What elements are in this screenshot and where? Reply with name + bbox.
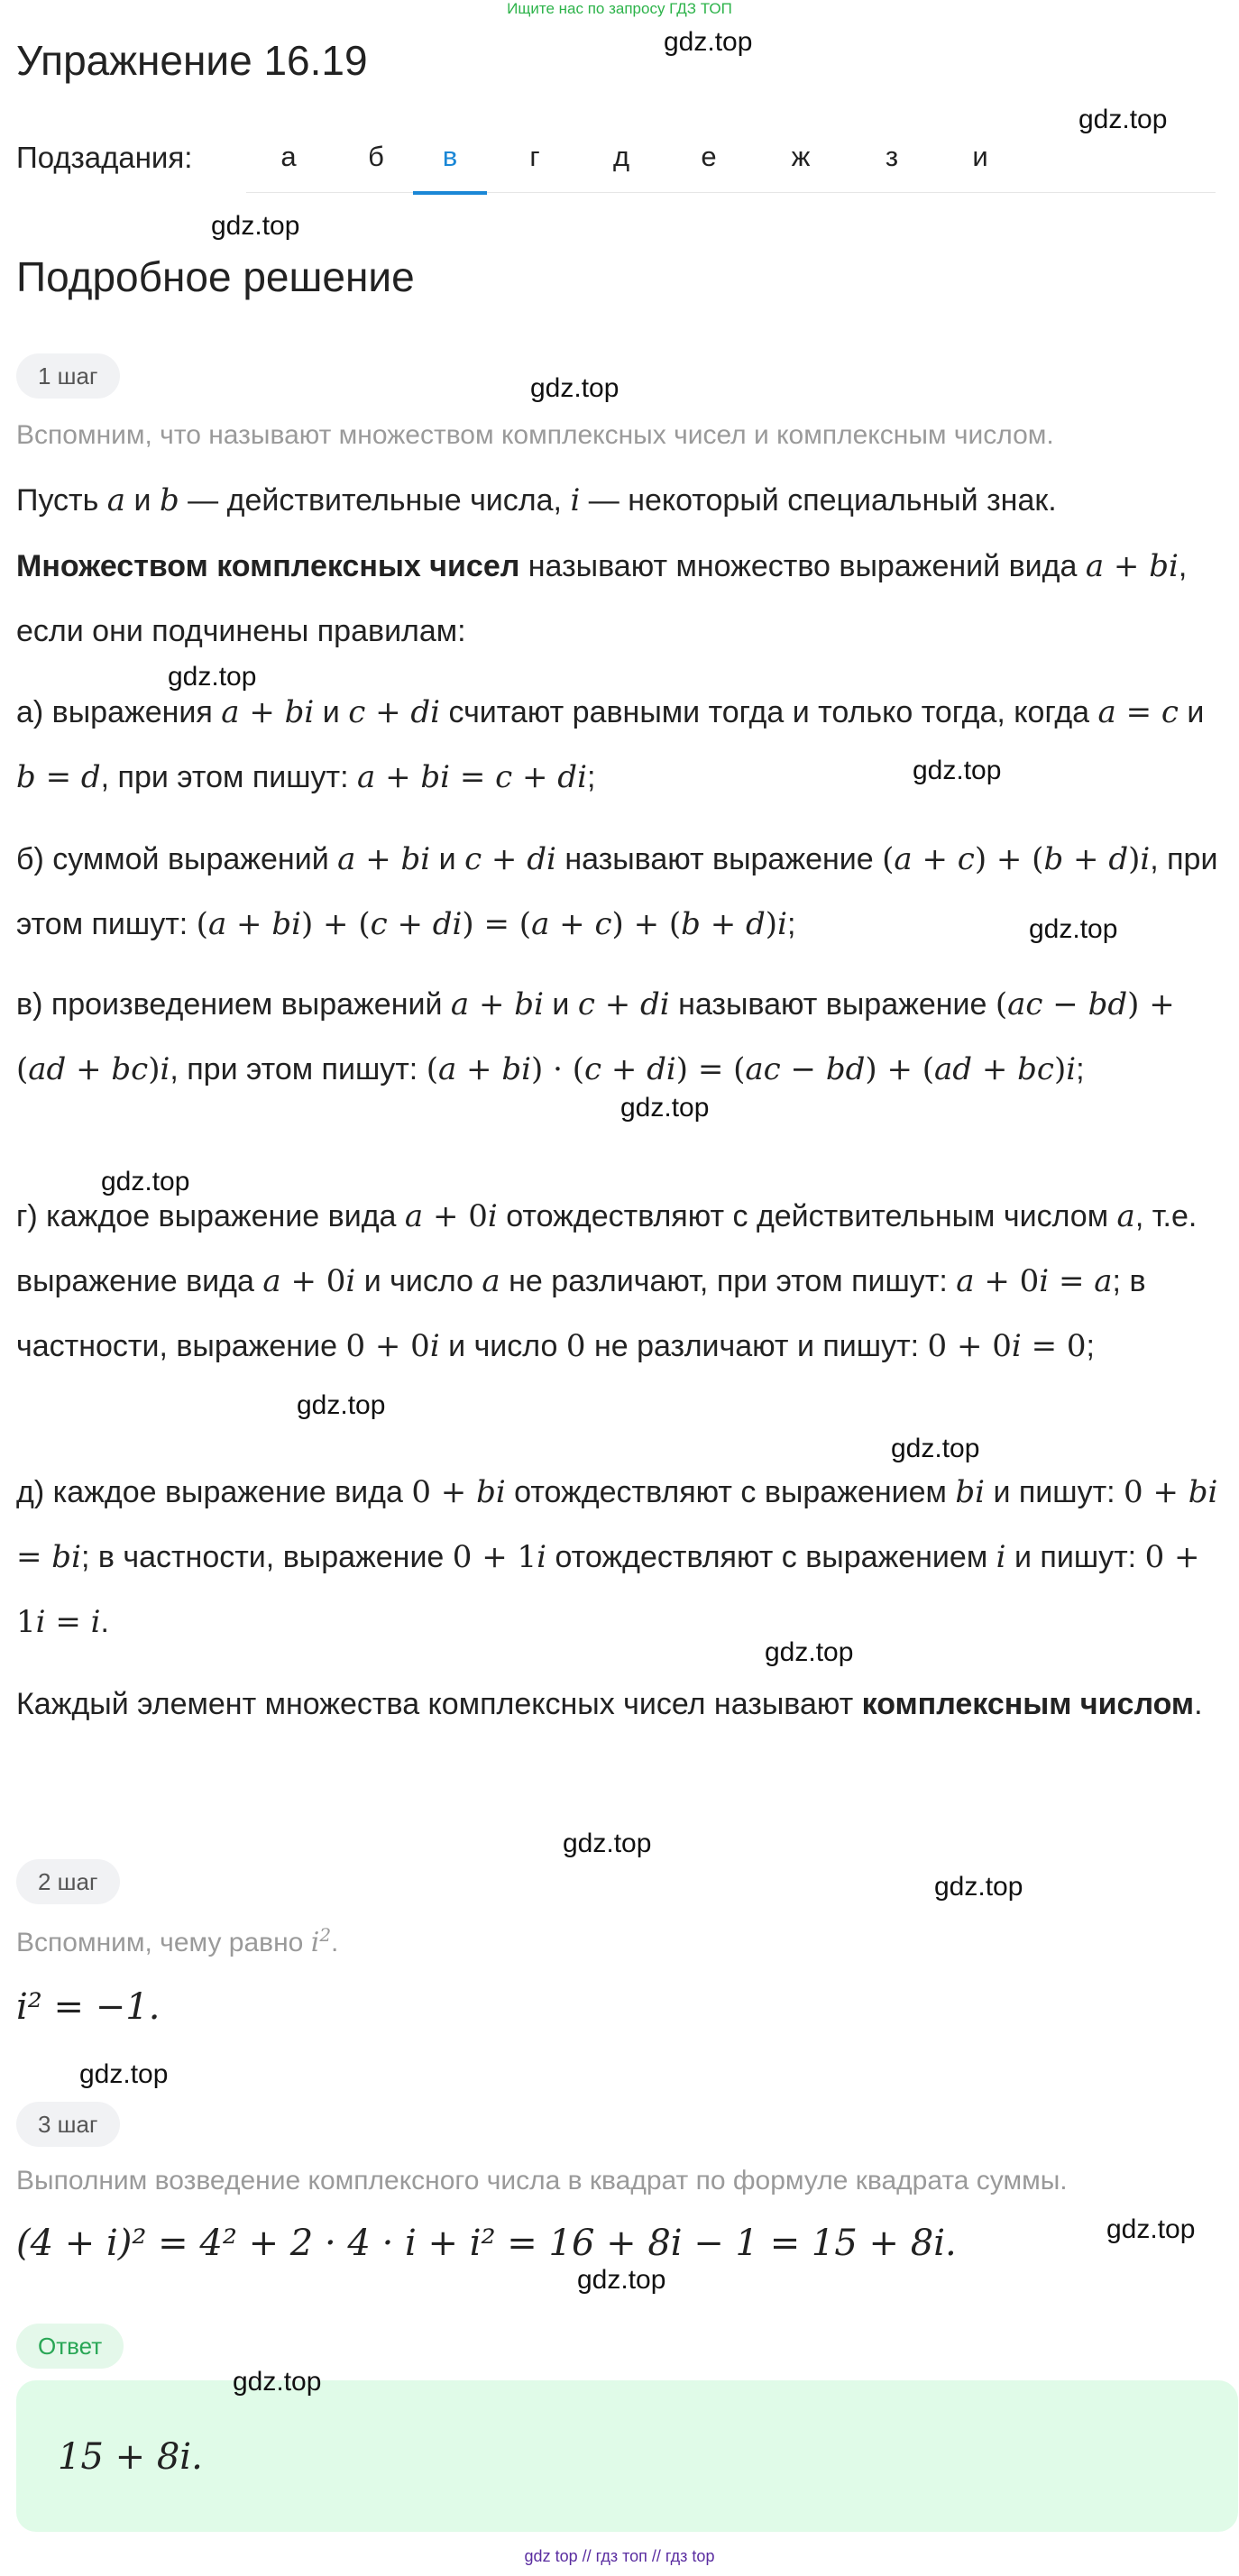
top-ad-banner[interactable]: Ищите нас по запросу ГДЗ ТОП [507, 0, 732, 17]
answer-box [16, 2380, 1238, 2532]
watermark: gdz.top [563, 1829, 652, 1858]
watermark: gdz.top [577, 2265, 666, 2295]
watermark: gdz.top [211, 211, 300, 241]
watermark: gdz.top [79, 2059, 169, 2089]
rule-c: в) произведением выражений a + bi и c + di называют выражение (ac − bd) + (ad + bc)i, при этом пишут: (a + bi) · (c + di) = (ac − bd) + (ad + bc)i; [16, 986, 1175, 1087]
tab-d[interactable]: д [612, 141, 630, 172]
watermark: gdz.top [891, 1434, 980, 1463]
tab-e[interactable]: е [701, 141, 717, 172]
tab-g[interactable]: г [529, 141, 540, 172]
footer-links[interactable]: gdz top // гдз топ // гдз top [524, 2547, 715, 2565]
subtasks-label: Подзадания: [16, 141, 193, 174]
answer-value: 15 + 8i. [58, 2436, 203, 2478]
tab-zh[interactable]: ж [791, 141, 811, 172]
watermark: gdz.top [168, 662, 257, 692]
complex-number-definition: Каждый элемент множества комплексных чисел называют комплексным числом. [16, 1687, 1203, 1721]
rule-d: г) каждое выражение вида a + 0i отождествляют с действительным числом a, т.е. выражение вида a + 0i и число a не различают, при этом пишут: a + 0i = a; в частности, выражение 0 + 0i и число 0 не различают и пишут: 0 + 0i = 0; [16, 1198, 1198, 1364]
rule-e: д) каждое выражение вида 0 + bi отождествляют с выражением bi и пишут: 0 + bi = bi; в частности, выражение 0 + 1i отождествляют с выражением i и пишут: 0 + 1i = i. [16, 1474, 1218, 1640]
definition-text: Множеством комплексных чисел называют множество выражений вида a + bi, если они подчинены правилам: [16, 548, 1188, 648]
step-1-chip: 1 шаг [16, 353, 120, 399]
watermark: gdz.top [664, 27, 753, 57]
watermark: gdz.top [101, 1167, 190, 1196]
step-3-hint: Выполним возведение комплексного числа в квадрат по формуле квадрата суммы. [16, 2166, 1068, 2196]
step-2-chip: 2 шаг [16, 1859, 120, 1904]
step-3-chip: 3 шаг [16, 2102, 120, 2147]
subtasks-bar [16, 135, 1216, 193]
watermark: gdz.top [1078, 105, 1168, 134]
step-3-equation: (4 + i)² = 4² + 2 · 4 · i + i² = 16 + 8i − 1 = 15 + 8i. [16, 2223, 957, 2264]
watermark: gdz.top [765, 1637, 854, 1667]
watermark: gdz.top [620, 1093, 710, 1123]
watermark: gdz.top [297, 1390, 386, 1420]
step-2-hint: Вспомним, чему равно $i^2$. [16, 1924, 339, 1958]
step-2-equation: i² = −1. [16, 1986, 161, 2028]
tab-a[interactable]: а [280, 141, 297, 172]
watermark: gdz.top [913, 756, 1002, 785]
subtasks-divider [246, 192, 1216, 193]
watermark: gdz.top [1029, 914, 1118, 944]
watermark: gdz.top [934, 1872, 1023, 1902]
rule-b: б) суммой выражений a + bi и c + di называют выражение (a + c) + (b + d)i, при этом пишут: (a + bi) + (c + di) = (a + c) + (b + d)i; [16, 841, 1218, 942]
tab-v[interactable]: в [413, 141, 487, 195]
watermark: gdz.top [233, 2367, 322, 2397]
answer-chip: Ответ [16, 2324, 124, 2369]
rule-a: а) выражения a + bi и c + di считают равными тогда и только тогда, когда a = c и b = d, при этом пишут: a + bi = c + di; [16, 694, 1205, 795]
watermark: gdz.top [1106, 2214, 1196, 2244]
step-1-hint: Вспомним, что называют множеством комплексных чисел и комплексным числом. [16, 420, 1054, 450]
tab-z[interactable]: з [885, 141, 899, 172]
watermark: gdz.top [530, 373, 620, 403]
intro-text: Пусть a и b — действительные числа, i — некоторый специальный знак. [16, 482, 1057, 518]
page-title: Упражнение 16.19 [16, 37, 368, 84]
tab-b[interactable]: б [368, 141, 384, 172]
tab-i[interactable]: и [972, 141, 988, 172]
solution-title: Подробное решение [16, 253, 415, 300]
